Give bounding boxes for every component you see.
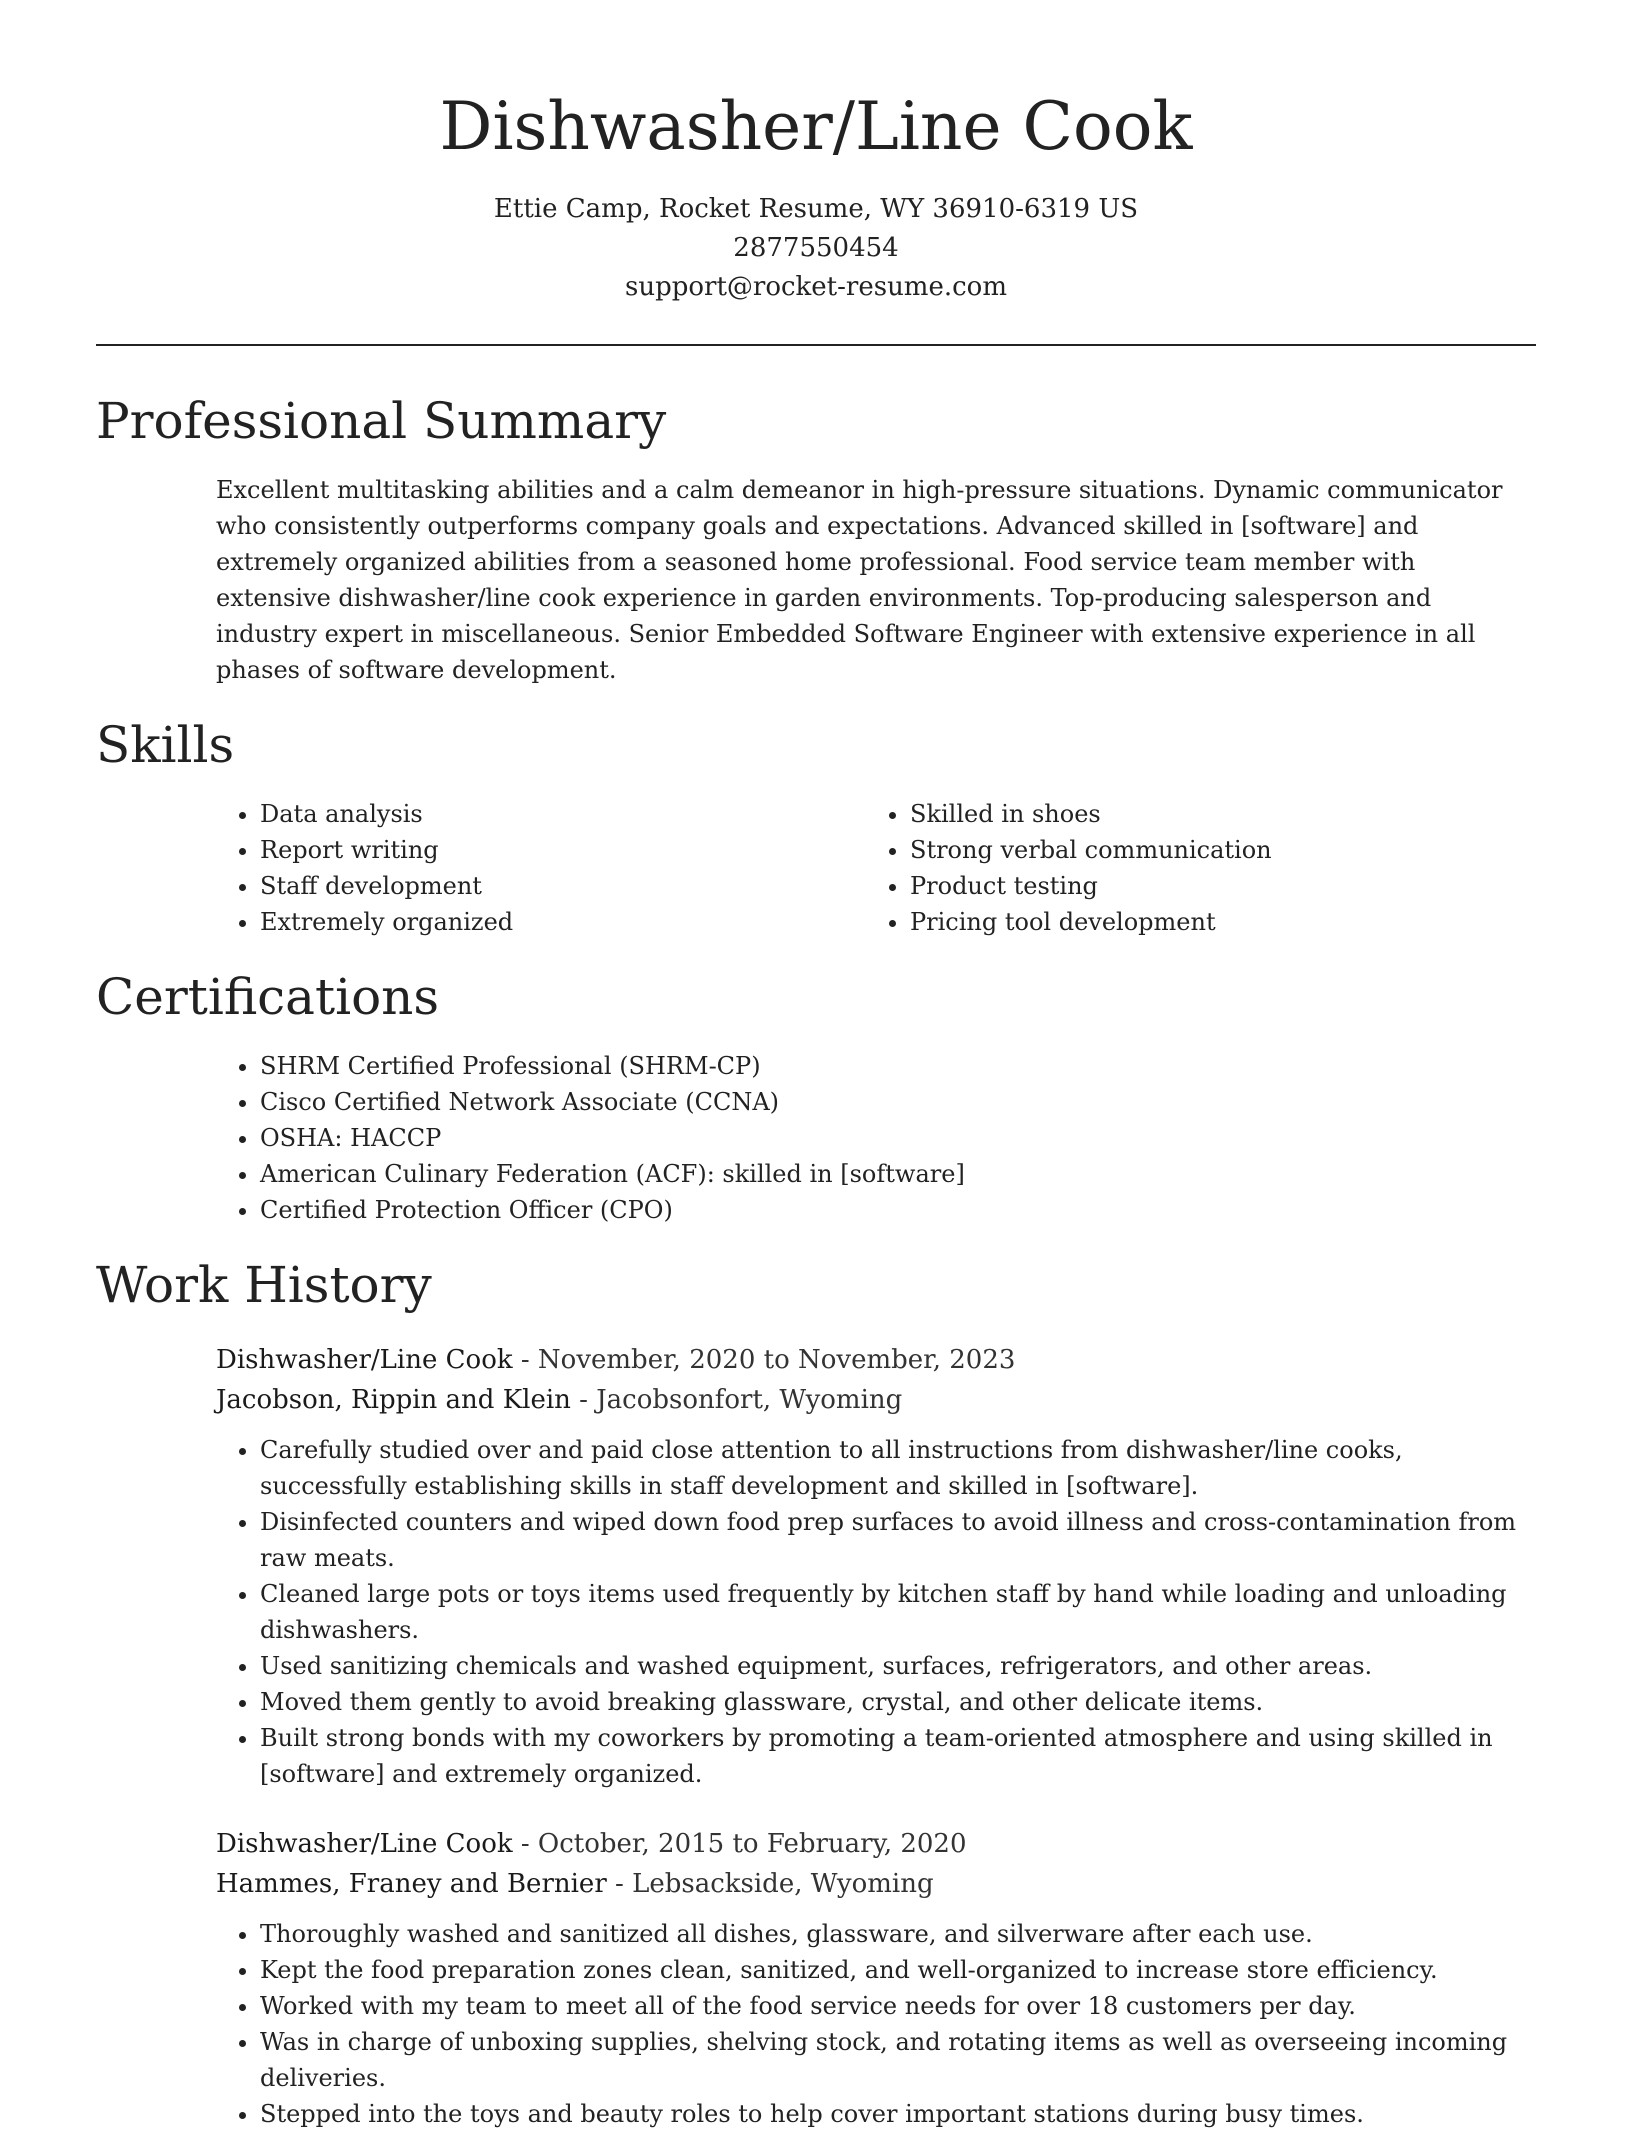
section-title-summary: Professional Summary [96, 392, 667, 450]
certification-item: • OSHA: HACCP [260, 1120, 1536, 1156]
job-title: Dishwasher/Line Cook [216, 1829, 513, 1859]
contact-address: Ettie Camp, Rocket Resume, WY 36910-6319 US [493, 194, 1139, 224]
job-bullet: • Was in charge of unboxing supplies, shelving stock, and rotating items as well as overseeing incoming deliveries. [260, 2024, 1536, 2096]
contact-email: support@rocket-resume.com [624, 272, 1007, 302]
skill-item: • Data analysis [260, 796, 866, 832]
job-location: - Jacobsonfort, Wyoming [570, 1385, 903, 1415]
certification-item: • Certified Protection Officer (CPO) [260, 1192, 1536, 1228]
contact-phone: 2877550454 [733, 233, 899, 263]
job-company-line [216, 1380, 1536, 1420]
job-company: Hammes, Franey and Bernier [216, 1869, 607, 1899]
certification-item: • SHRM Certified Professional (SHRM-CP) [260, 1048, 1536, 1084]
skill-item: • Staff development [260, 868, 866, 904]
job-title: Dishwasher/Line Cook [216, 1345, 513, 1375]
skill-item: • Pricing tool development [910, 904, 1536, 940]
resume-header [96, 0, 1536, 307]
skills-section [96, 710, 1536, 940]
summary-section [96, 386, 1536, 688]
job-dates: - October, 2015 to February, 2020 [512, 1829, 967, 1859]
skills-list-left [216, 796, 866, 940]
job-entry [216, 1824, 1536, 2132]
job-entry [216, 1340, 1536, 1792]
header-divider [96, 344, 1536, 346]
section-title-work-history: Work History [96, 1256, 432, 1314]
contact-info [96, 190, 1536, 307]
job-bullet: • Used sanitizing chemicals and washed equipment, surfaces, refrigerators, and other areas. [260, 1648, 1536, 1684]
job-bullets [216, 1916, 1536, 2132]
job-bullet: • Built strong bonds with my coworkers by promoting a team-oriented atmosphere and using skilled in [software] and extremely organized. [260, 1720, 1536, 1792]
job-bullets [216, 1432, 1536, 1792]
certification-item: • American Culinary Federation (ACF): skilled in [software] [260, 1156, 1536, 1192]
skill-item: • Product testing [910, 868, 1536, 904]
candidate-name: Dishwasher/Line Cook [439, 88, 1193, 165]
skills-grid [216, 796, 1536, 940]
job-title-line [216, 1340, 1536, 1380]
job-bullet: • Kept the food preparation zones clean, sanitized, and well-organized to increase store efficiency. [260, 1952, 1536, 1988]
skill-item: • Strong verbal communication [910, 832, 1536, 868]
job-bullet: • Moved them gently to avoid breaking glassware, crystal, and other delicate items. [260, 1684, 1536, 1720]
job-bullet: • Carefully studied over and paid close attention to all instructions from dishwasher/line cooks, successfully establishing skills in staff development and skilled in [software]. [260, 1432, 1536, 1504]
job-title-line [216, 1824, 1536, 1864]
section-title-certifications: Certifications [96, 968, 440, 1026]
job-location: - Lebsackside, Wyoming [606, 1869, 934, 1899]
job-bullet: • Stepped into the toys and beauty roles to help cover important stations during busy times. [260, 2096, 1536, 2132]
job-bullet: • Thoroughly washed and sanitized all dishes, glassware, and silverware after each use. [260, 1916, 1536, 1952]
skills-list-right [866, 796, 1536, 940]
job-dates: - November, 2020 to November, 2023 [512, 1345, 1016, 1375]
summary-text: Excellent multitasking abilities and a calm demeanor in high-pressure situations. Dynamic communicator who consistently outperforms company goals and expectations. Advanced skilled in [software] and extremely organized abilities from a seasoned home professional. Food service team member with extensive dishwasher/line cook experience in garden environments. Top-producing salesperson and industry expert in miscellaneous. Senior Embedded Software Engineer with extensive experience in all phases of software development. [216, 476, 1503, 684]
job-bullet: • Worked with my team to meet all of the food service needs for over 18 customers per day. [260, 1988, 1536, 2024]
job-company-line [216, 1864, 1536, 1904]
certifications-list [216, 1048, 1536, 1228]
skill-item: • Skilled in shoes [910, 796, 1536, 832]
skill-item: • Report writing [260, 832, 866, 868]
certifications-section [96, 962, 1536, 1228]
certification-item: • Cisco Certified Network Associate (CCNA) [260, 1084, 1536, 1120]
job-bullet: • Disinfected counters and wiped down food prep surfaces to avoid illness and cross-contamination from raw meats. [260, 1504, 1536, 1576]
job-company: Jacobson, Rippin and Klein [216, 1385, 571, 1415]
work-history-section [96, 1250, 1536, 2132]
job-bullet: • Cleaned large pots or toys items used frequently by kitchen staff by hand while loading and unloading dishwashers. [260, 1576, 1536, 1648]
section-title-skills: Skills [96, 716, 235, 774]
skill-item: • Extremely organized [260, 904, 866, 940]
